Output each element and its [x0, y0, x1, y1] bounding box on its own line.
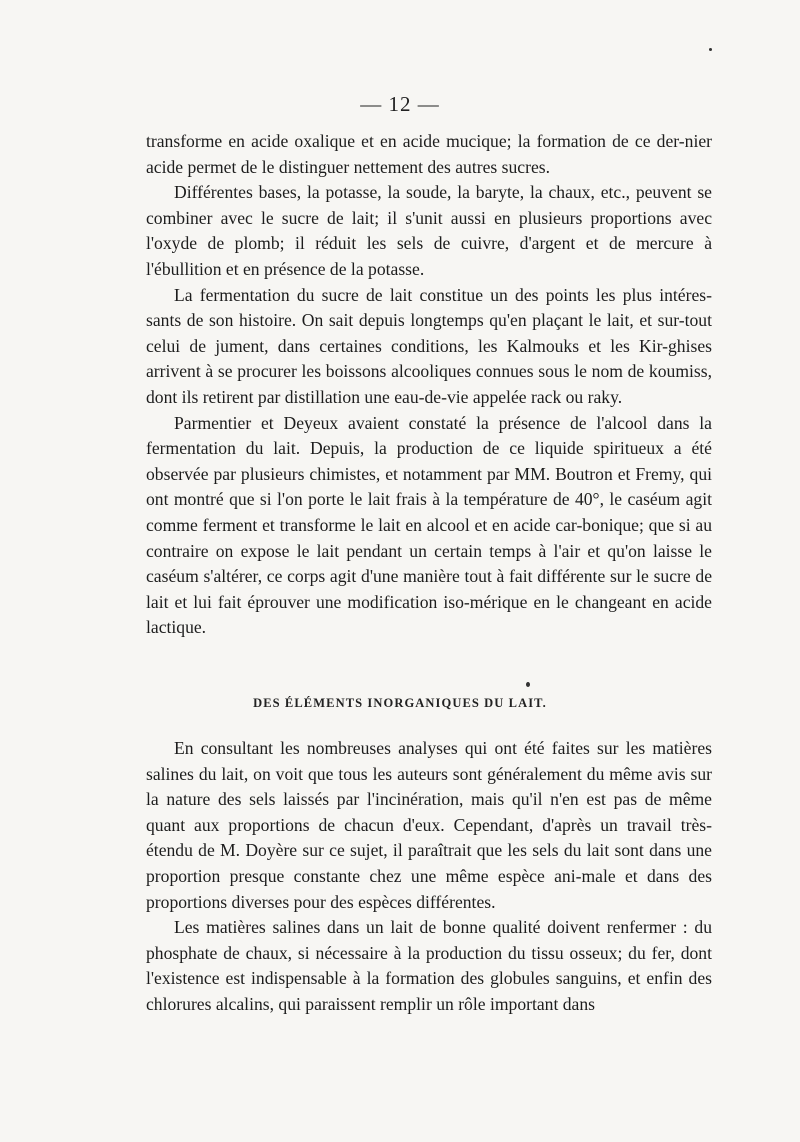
main-text-top	[146, 129, 712, 641]
page-number: — 12 —	[360, 92, 440, 116]
paragraph: transforme en acide oxalique et en acide mucique; la formation de ce der-nier acide permet de le distinguer nettement des autres sucres.	[146, 131, 712, 177]
main-text-bottom	[146, 736, 712, 1018]
paragraph: En consultant les nombreuses analyses qui ont été faites sur les matières salines du lait, on voit que tous les auteurs sont généralement du même avis sur la nature des sels laissés par l'incinération, mais qu'il n'en est pas de même quant aux proportions de chacun d'eux. Cependant, d'après un travail très-étendu de M. Doyère sur ce sujet, il paraîtrait que les sels du lait sont dans une proportion presque constante chez une même espèce ani-male et dans des proportions diverses pour des espèces différentes.	[146, 738, 712, 912]
paragraph: Les matières salines dans un lait de bonne qualité doivent renfermer : du phosphate de chaux, si nécessaire à la production du tissu osseux; du fer, dont l'existence est indispensable à la formation des globules sanguins, et enfin des chlorures alcalins, qui paraissent remplir un rôle important dans	[146, 917, 712, 1014]
paragraph: Différentes bases, la potasse, la soude, la baryte, la chaux, etc., peuvent se combiner avec le sucre de lait; il s'unit aussi en plusieurs proportions avec l'oxyde de plomb; il réduit les sels de cuivre, d'argent et de mercure à l'ébullition et en présence de la potasse.	[146, 182, 712, 279]
paragraph: La fermentation du sucre de lait constitue un des points les plus intéres-sants de son histoire. On sait depuis longtemps qu'en plaçant le lait, et sur-tout celui de jument, dans certaines conditions, les Kalmouks et les Kir-ghises arrivent à se procurer les boissons alcooliques connues sous le nom de koumiss, dont ils retirent par distillation une eau-de-vie appelée rack ou raky.	[146, 284, 712, 407]
section-heading: DES ÉLÉMENTS INORGANIQUES DU LAIT.	[253, 696, 547, 710]
paragraph: Parmentier et Deyeux avaient constaté la présence de l'alcool dans la fermentation du lait. Depuis, la production de ce liquide spiritueux a été observée par plusieurs chimistes, et notamment par MM. Boutron et Fremy, qui ont montré que si l'on porte le lait frais à la température de 40°, le caséum agit comme ferment et transforme le lait en alcool et en acide car-bonique; que si au contraire on expose le lait pendant un certain temps à l'air et qu'on laisse le caséum s'altérer, ce corps agit d'une manière tout à fait différente sur le sucre de lait et lui fait éprouver une modification iso-mérique en le changeant en acide lactique.	[146, 412, 712, 638]
ink-speck	[709, 48, 712, 51]
ink-speck	[526, 682, 530, 687]
